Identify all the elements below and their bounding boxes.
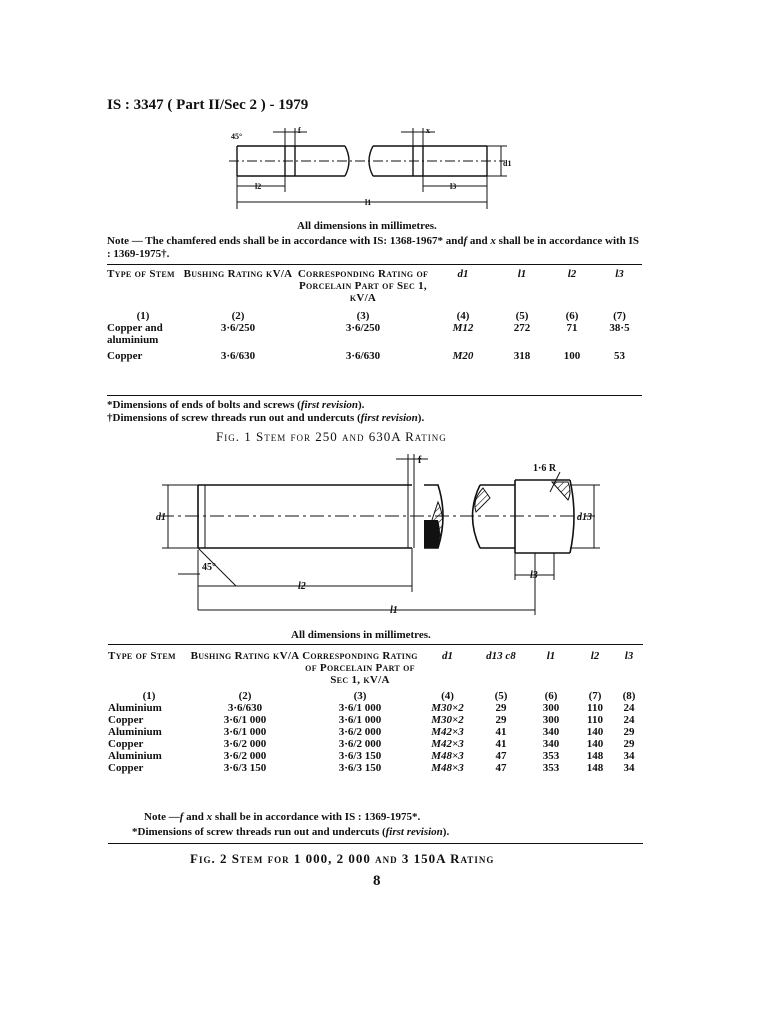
fig1-d1-label: d1 <box>503 159 512 168</box>
fig2-table-top-rule <box>108 644 643 645</box>
table-cell: 3·6/3 150 <box>338 750 382 762</box>
fig2-table <box>108 650 643 774</box>
fig1-table-top-rule <box>107 264 642 265</box>
table-cell: 3·6/2 000 <box>338 738 382 750</box>
column-header: l2 <box>590 650 600 662</box>
table-cell: M42×3 <box>431 726 464 738</box>
fig2-table-header <box>108 650 643 686</box>
table-cell: 3·6/2 000 <box>223 738 267 750</box>
fig1-caption: Fig. 1 Stem for 250 and 630A Rating <box>216 429 447 444</box>
table-cell: 110 <box>587 714 603 726</box>
table-row <box>108 750 643 762</box>
table-cell: 3·6/1 000 <box>223 726 267 738</box>
column-header: d13 c8 <box>486 650 516 662</box>
column-header: Bushing Rating kV/A <box>190 650 300 662</box>
fig2-footnote: *Dimensions of screw threads run out and undercuts (first revision). <box>132 826 450 838</box>
table-cell: 353 <box>542 750 560 762</box>
table-cell: 34 <box>623 750 635 762</box>
fig2-table-numbers: (1) (2) (3) (4) (5) (6) (7) (8) <box>142 690 636 702</box>
fig2-f-label: f <box>418 455 422 466</box>
table-cell: Copper <box>108 762 144 774</box>
table-cell: 29 <box>623 726 635 738</box>
table-row <box>108 726 643 738</box>
fig1-table-numbers: (1) (2) (3) (4) (5) (6) (7) <box>136 310 626 322</box>
fig2-table-bottom-rule <box>108 843 643 844</box>
column-header: l2 <box>567 268 577 280</box>
table-cell: M48×3 <box>431 750 464 762</box>
fig1-note: Note — The chamfered ends shall be in accordance with IS: 1368-1967* andf and x shall be in accordance with IS : 1369-1975†. <box>107 235 639 260</box>
table-cell: 47 <box>495 762 507 774</box>
table-cell: 3·6/3 150 <box>223 762 267 774</box>
fig2-d1-label: d1 <box>156 512 166 523</box>
fig2-l3-label: l3 <box>530 570 538 581</box>
table-cell: 3·6/3 150 <box>338 762 382 774</box>
fig1-f-label: f <box>298 126 301 135</box>
table-cell: 3·6/2 000 <box>338 726 382 738</box>
fig2-caption: Fig. 2 Stem for 1 000, 2 000 and 3 150A Rating <box>190 851 495 866</box>
table-cell: 29 <box>495 714 507 726</box>
table-cell: 3·6/1 000 <box>338 702 382 714</box>
table-cell: 340 <box>542 726 560 738</box>
table-cell: 3·6/1 000 <box>223 714 267 726</box>
table-cell: 340 <box>542 738 560 750</box>
fig1-x-label: x <box>426 126 430 135</box>
table-cell: 29 <box>623 738 635 750</box>
column-header: Type of Stem <box>107 268 175 280</box>
table-cell: 353 <box>542 762 560 774</box>
table-cell: 41 <box>495 738 507 750</box>
table-row <box>108 714 643 726</box>
column-header: Bushing Rating kV/A <box>183 268 293 280</box>
fig1-l1-label: l1 <box>365 198 372 207</box>
table-cell: 140 <box>586 726 604 738</box>
table-cell: M48×3 <box>431 762 464 774</box>
column-header: Corresponding Rating of Porcelain Part of Sec 1, kV/A <box>297 268 429 304</box>
table-cell: 140 <box>586 738 604 750</box>
table-cell: 41 <box>495 726 507 738</box>
fig2-note: Note —f and x shall be in accordance with IS : 1369-1975*. <box>144 811 421 823</box>
table-cell: 300 <box>542 702 560 714</box>
fig1-drawing <box>225 124 525 212</box>
table-cell: 3·6/630 <box>227 702 263 714</box>
fig2-radius-label: 1·6 R <box>533 463 557 474</box>
table-row: Copper and aluminium 3·6/250 3·6/250 M12 272 71 38·5 <box>107 322 630 346</box>
fig1-footnote-2: †Dimensions of screw threads run out and undercuts (first revision). <box>107 412 425 424</box>
table-cell: M30×2 <box>431 702 464 714</box>
column-header: l3 <box>615 268 624 280</box>
table-cell: 24 <box>623 714 635 726</box>
table-cell: 3·6/1 000 <box>338 714 382 726</box>
fig2-d13-label: d13 <box>577 512 592 523</box>
table-row <box>108 738 643 750</box>
column-header: d1 <box>457 268 469 280</box>
table-cell: Copper <box>108 738 144 750</box>
table-cell: 148 <box>586 750 604 762</box>
standard-header: IS : 3347 ( Part II/Sec 2 ) - 1979 <box>107 97 309 113</box>
fig1-table-bottom-rule <box>107 395 642 396</box>
table-cell: 24 <box>623 702 635 714</box>
table-cell: Aluminium <box>108 750 162 762</box>
column-header: d1 <box>442 650 453 662</box>
table-cell: 29 <box>495 702 507 714</box>
table-cell: 47 <box>495 750 507 762</box>
table-row <box>108 762 643 774</box>
table-cell: M30×2 <box>431 714 464 726</box>
page-number: 8 <box>373 873 381 889</box>
table-cell: 300 <box>542 714 560 726</box>
fig1-dims-caption: All dimensions in millimetres. <box>297 220 437 232</box>
column-header: l3 <box>624 650 634 662</box>
table-row <box>108 702 643 714</box>
table-cell: 3·6/2 000 <box>223 750 267 762</box>
fig1-table <box>107 268 642 362</box>
table-cell: M42×3 <box>431 738 464 750</box>
fig1-l2-label: l2 <box>255 182 262 191</box>
fig1-table-header <box>107 268 642 304</box>
fig2-l2-label: l2 <box>298 581 306 592</box>
fig2-chamfer-label: 45° <box>202 562 216 573</box>
fig1-footnote-1: *Dimensions of ends of bolts and screws (first revision). <box>107 399 365 411</box>
column-header: Corresponding Rating of Porcelain Part of Sec 1, kV/A <box>302 650 418 686</box>
column-header: l1 <box>546 650 556 662</box>
table-cell: 110 <box>587 702 603 714</box>
fig2-drawing <box>150 450 610 620</box>
table-cell: Aluminium <box>108 702 162 714</box>
table-cell: Copper <box>108 714 144 726</box>
fig2-dims-caption: All dimensions in millimetres. <box>291 629 431 641</box>
fig2-l1-label: l1 <box>390 605 398 616</box>
fig1-chamfer-label: 45° <box>231 132 243 141</box>
table-row: Copper 3·6/630 3·6/630 M20 318 100 53 <box>107 350 625 362</box>
column-header: Type of Stem <box>108 650 176 662</box>
table-cell: Aluminium <box>108 726 162 738</box>
fig1-l3-label: l3 <box>450 182 457 191</box>
table-cell: 148 <box>586 762 604 774</box>
table-cell: 34 <box>623 762 635 774</box>
column-header: l1 <box>517 268 527 280</box>
